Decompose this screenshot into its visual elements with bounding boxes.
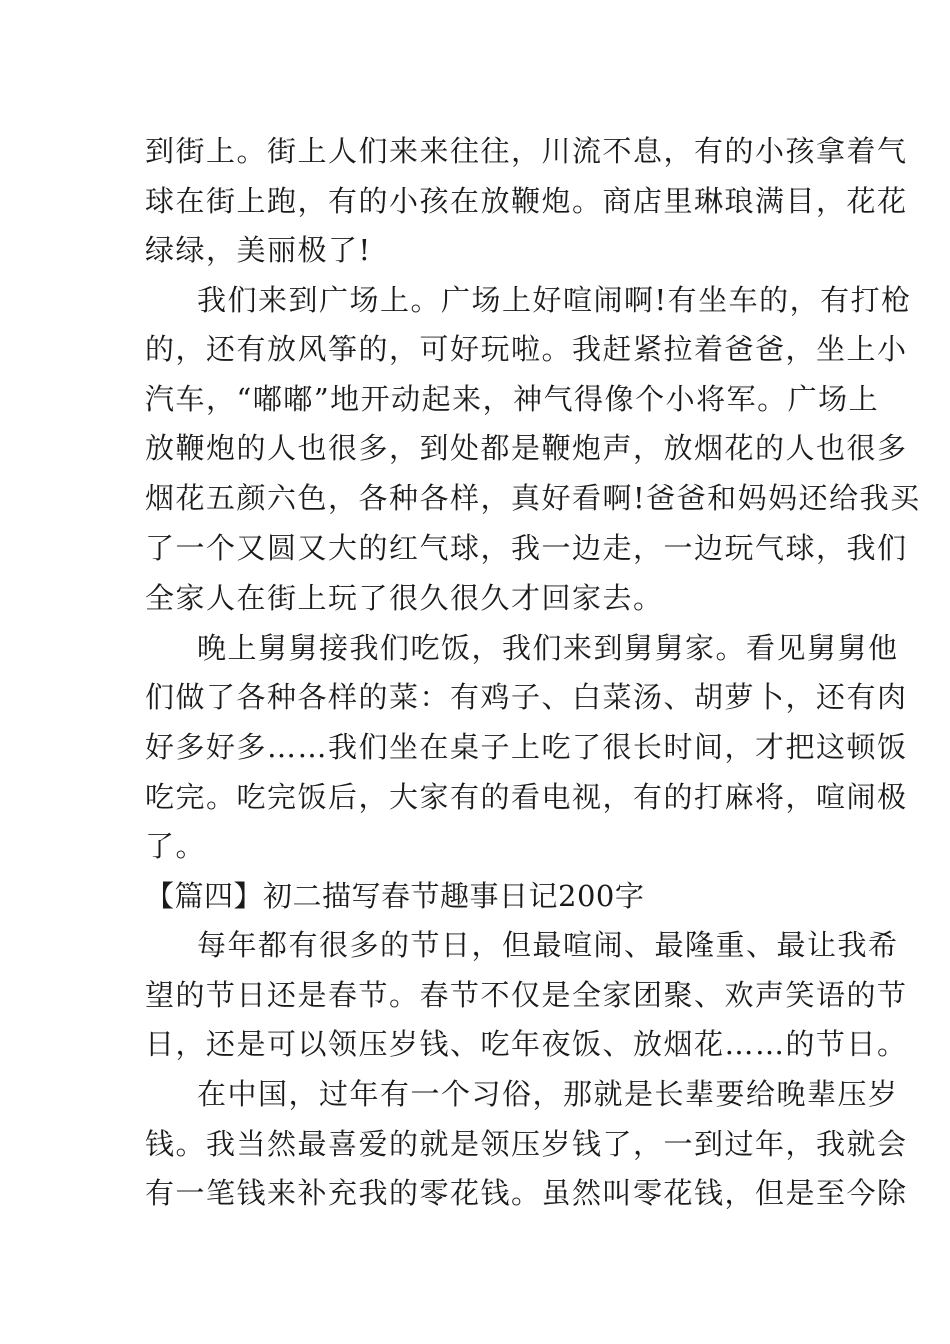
text-line: 们做了各种各样的菜：有鸡子、白菜汤、胡萝卜，还有肉 xyxy=(145,680,908,714)
text-line: 烟花五颜六色，各种各样，真好看啊!爸爸和妈妈还给我买 xyxy=(145,481,921,515)
paragraph-start-line: 每年都有很多的节日，但最喧闹、最隆重、最让我希 xyxy=(197,928,899,962)
text-line: 绿绿，美丽极了! xyxy=(145,233,372,267)
text-line: 汽车，“嘟嘟”地开动起来，神气得像个小将军。广场上 xyxy=(145,382,880,416)
paragraph-start-line: 在中国，过年有一个习俗，那就是长辈要给晚辈压岁 xyxy=(197,1077,899,1111)
text-line: 有一笔钱来补充我的零花钱。虽然叫零花钱，但是至今除 xyxy=(145,1176,908,1210)
text-line: 的，还有放风筝的，可好玩啦。我赶紧拉着爸爸，坐上小 xyxy=(145,332,908,366)
text-line: 球在街上跑，有的小孩在放鞭炮。商店里琳琅满目，花花 xyxy=(145,184,908,218)
text-line: 放鞭炮的人也很多，到处都是鞭炮声，放烟花的人也很多 xyxy=(145,431,908,465)
paragraph-start-line: 我们来到广场上。广场上好喧闹啊!有坐车的，有打枪 xyxy=(197,283,912,317)
text-line: 吃完。吃完饭后，大家有的看电视，有的打麻将，喧闹极 xyxy=(145,780,908,814)
text-line: 钱。我当然最喜爱的就是领压岁钱了，一到过年，我就会 xyxy=(145,1127,908,1161)
text-line: 到街上。街上人们来来往往，川流不息，有的小孩拿着气 xyxy=(145,134,908,168)
text-line: 望的节日还是春节。春节不仅是全家团聚、欢声笑语的节 xyxy=(145,978,908,1012)
text-line: 了。 xyxy=(145,829,207,863)
text-line: 了一个又圆又大的红气球，我一边走，一边玩气球，我们 xyxy=(145,531,908,565)
text-line: 全家人在街上玩了很久很久才回家去。 xyxy=(145,581,664,615)
paragraph-start-line: 晚上舅舅接我们吃饭，我们来到舅舅家。看见舅舅他 xyxy=(197,631,899,665)
section-heading: 【篇四】初二描写春节趣事日记200字 xyxy=(145,879,645,913)
text-line: 好多好多……我们坐在桌子上吃了很长时间，才把这顿饭 xyxy=(145,730,908,764)
text-line: 日，还是可以领压岁钱、吃年夜饭、放烟花……的节日。 xyxy=(145,1027,908,1061)
